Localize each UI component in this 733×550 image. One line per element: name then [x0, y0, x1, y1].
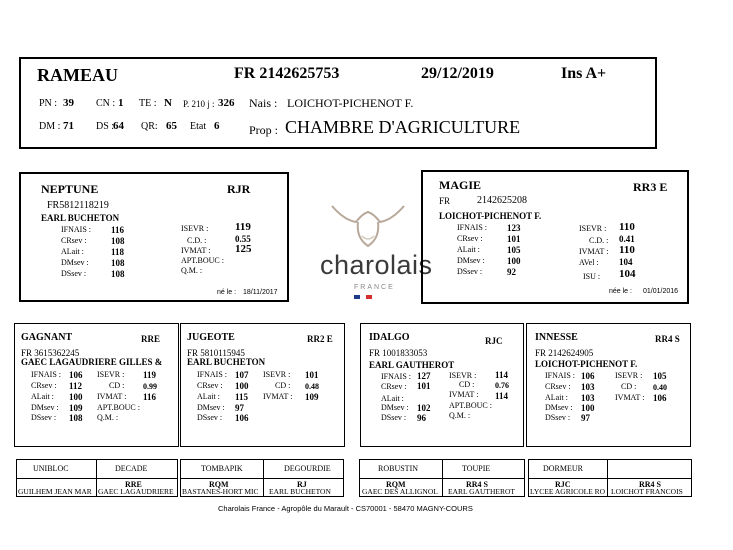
ggp-group [359, 459, 525, 497]
gp-stat-label: DMsev : [197, 403, 225, 412]
dam-stat-label: IVMAT : [579, 247, 609, 256]
dam-stat-value: 104 [619, 257, 633, 267]
ggp-code: RRE [125, 480, 142, 489]
gp-stat-label: DMsev : [545, 403, 573, 412]
gp-stat-value: 105 [653, 371, 667, 381]
gp-stat-label: CD : [621, 382, 637, 391]
dm-value: 71 [63, 120, 74, 132]
gp-stat-value: 119 [143, 370, 157, 380]
qr-value: 65 [166, 120, 177, 132]
gp-stat-value: 100 [235, 381, 249, 391]
gp-stat-value: 109 [305, 392, 319, 402]
etat-value: 6 [214, 120, 220, 132]
gp-stat-label: IFNAIS : [197, 370, 228, 379]
gp-stat-label: ISEVR : [615, 371, 643, 380]
dam-stat-value: 0.41 [619, 234, 635, 244]
logo-country: FRANCE [354, 284, 395, 291]
pn-label: PN : [39, 98, 58, 109]
dam-stat-value: 101 [507, 234, 521, 244]
dam-stat-value: 92 [507, 267, 516, 277]
gp-stat-value: 116 [143, 392, 157, 402]
animal-date: 29/12/2019 [421, 65, 494, 82]
dam-stat-label: IFNAIS : [457, 223, 488, 232]
sire-stat-value: 125 [235, 243, 252, 255]
gp-stat-label: ALait : [31, 392, 54, 401]
gp-stat-label: DSsev : [31, 413, 57, 422]
gp-stat-label: ISEVR : [449, 371, 477, 380]
ggp-breeder: EARL BUCHETON [269, 487, 331, 496]
gp-code: RRE [141, 334, 161, 344]
gp-stat-label: ALait : [545, 393, 568, 402]
dam-stat-label: DSsev : [457, 267, 483, 276]
gp-stat-label: CD : [459, 380, 475, 389]
sire-breeder: EARL BUCHETON [41, 213, 120, 223]
gp-stat-value: 0.99 [143, 382, 157, 391]
sire-stat-label: C.D. : [187, 236, 207, 245]
gp-breeder: EARL GAUTHEROT [369, 360, 455, 370]
gp-stat-label: IVMAT : [263, 392, 293, 401]
gp-stat-label: IVMAT : [615, 393, 645, 402]
sire-stat-value: 108 [111, 258, 125, 268]
grandparent-card [180, 323, 345, 447]
pn-value: 39 [63, 97, 74, 109]
charolais-logo [318, 200, 433, 302]
etat-label: Etat [190, 121, 207, 132]
bull-head-icon [318, 200, 418, 250]
gp-name: IDALGO [369, 332, 410, 343]
te-label: TE : [139, 98, 157, 109]
dam-stat-label: CRsev : [457, 234, 483, 243]
nais-label: Nais : [249, 96, 278, 110]
ggp-name: ROBUSTIN [378, 464, 419, 473]
gp-stat-label: APT.BOUC : [97, 403, 140, 412]
gp-name: JUGEOTE [187, 332, 235, 343]
dam-stat-label: ALait : [457, 245, 480, 254]
p210-value: 326 [218, 97, 235, 109]
ggp-breeder: GAEC LAGAUDRIERE [98, 487, 174, 496]
gp-stat-value: 114 [495, 370, 509, 380]
dam-stat-label: ISEVR : [579, 224, 607, 233]
logo-wordmark: charolais [320, 250, 433, 280]
cn-label: CN : [96, 98, 116, 109]
gp-stat-label: CRsev : [197, 381, 223, 390]
ds-label: DS : [96, 121, 115, 132]
dam-stat-value: 105 [507, 245, 521, 255]
gp-stat-value: 97 [235, 403, 244, 413]
ggp-name: TOUPIE [462, 464, 491, 473]
ggp-code: RJC [555, 480, 571, 489]
ggp-breeder: EARL GAUTHEROT [448, 487, 516, 496]
gp-stat-label: IFNAIS : [545, 371, 576, 380]
grandparent-card [526, 323, 691, 447]
ggp-name: TOMBAPIK [201, 464, 243, 473]
sire-card [19, 172, 289, 302]
dam-stat-value: 110 [619, 221, 635, 233]
flag-icon [354, 295, 372, 299]
ggp-breeder: GUILHEM JEAN MAR [18, 487, 92, 496]
ggp-code: RR4 S [639, 480, 662, 489]
animal-header [19, 57, 657, 149]
gp-stat-label: Q.M. : [97, 413, 119, 422]
ggp-group [528, 459, 692, 497]
dam-stat-value: 123 [507, 223, 521, 233]
nais-value: LOICHOT-PICHENOT F. [287, 96, 414, 110]
sire-stat-value: 118 [111, 247, 125, 257]
gp-code: RJC [485, 336, 503, 346]
gp-breeder: GAEC LAGAUDRIERE GILLES & [21, 357, 163, 367]
sire-stat-value: 0.55 [235, 234, 251, 244]
gp-id: FR 2142624905 [535, 348, 594, 358]
dam-name: MAGIE [439, 178, 481, 192]
gp-stat-label: DMsev : [31, 403, 59, 412]
prop-value: CHAMBRE D'AGRICULTURE [285, 117, 521, 137]
dam-stat-value: 110 [619, 244, 635, 256]
gp-stat-value: 0.76 [495, 381, 509, 390]
gp-stat-value: 107 [235, 370, 249, 380]
gp-breeder: EARL BUCHETON [187, 357, 266, 367]
gp-stat-value: 106 [653, 393, 667, 403]
animal-name: RAMEAU [37, 65, 118, 85]
ggp-group [180, 459, 344, 497]
gp-stat-label: ISEVR : [97, 370, 125, 379]
gp-stat-value: 108 [69, 413, 83, 423]
gp-stat-label: IFNAIS : [381, 372, 412, 381]
gp-stat-label: CRsev : [381, 382, 407, 391]
dam-stat-label: ISU : [583, 272, 601, 281]
sire-stat-value: 108 [111, 269, 125, 279]
footer-address: Charolais France - Agropôle du Marault - CS70001 - 58470 MAGNY-COURS [218, 504, 473, 513]
gp-name: INNESSE [535, 332, 578, 343]
sire-stat-label: Q.M. : [181, 266, 203, 275]
gp-id: FR 3615362245 [21, 348, 80, 358]
gp-stat-value: 0.48 [305, 382, 319, 391]
gp-stat-label: CRsev : [31, 381, 57, 390]
dam-stat-value: 100 [507, 256, 521, 266]
gp-stat-label: Q.M. : [449, 411, 471, 420]
dam-card [421, 170, 689, 304]
gp-name: GAGNANT [21, 332, 73, 343]
cn-value: 1 [118, 97, 124, 109]
gp-stat-label: CD : [109, 381, 125, 390]
sire-stat-value: 108 [111, 236, 125, 246]
gp-stat-label: IVMAT : [97, 392, 127, 401]
ggp-code: RQM [386, 480, 406, 489]
ggp-breeder: BASTANES-HORT MIC [182, 487, 259, 496]
gp-stat-value: 103 [581, 382, 595, 392]
te-value: N [164, 97, 172, 109]
animal-id: FR 2142625753 [234, 65, 340, 82]
ggp-code: RQM [209, 480, 229, 489]
ggp-breeder: LOICHOT FRANCOIS [611, 487, 683, 496]
sire-name: NEPTUNE [41, 182, 99, 196]
dam-code: RR3 E [633, 180, 668, 194]
gp-stat-value: 115 [235, 392, 249, 402]
ggp-code: RR4 S [466, 480, 489, 489]
gp-stat-label: DSsev : [545, 413, 571, 422]
dam-stat-label: DMsev : [457, 256, 485, 265]
dam-id-prefix: FR [439, 196, 451, 206]
ggp-breeder: LYCEE AGRICOLE RO [530, 487, 606, 496]
gp-stat-value: 102 [417, 403, 431, 413]
gp-stat-value: 101 [305, 370, 319, 380]
sire-stat-label: APT.BOUC : [181, 256, 224, 265]
animal-index: Ins A+ [561, 65, 607, 82]
gp-stat-label: DMsev : [381, 403, 409, 412]
gp-stat-value: 100 [581, 403, 595, 413]
gp-stat-value: 112 [69, 381, 83, 391]
gp-stat-label: IVMAT : [449, 390, 479, 399]
p210-label: P. 210 j : [183, 99, 215, 109]
grandparent-card [14, 323, 179, 447]
grandparent-card [360, 323, 524, 447]
qr-label: QR: [141, 121, 158, 132]
ggp-name: DEGOURDIE [284, 464, 331, 473]
gp-stat-label: ISEVR : [263, 370, 291, 379]
gp-stat-value: 103 [581, 393, 595, 403]
gp-stat-label: DSsev : [197, 413, 223, 422]
sire-stat-label: IVMAT : [181, 246, 211, 255]
gp-code: RR4 S [655, 334, 680, 344]
gp-code: RR2 E [307, 334, 333, 344]
ds-value: 64 [113, 120, 124, 132]
gp-id: FR 5810115945 [187, 348, 245, 358]
gp-id: FR 1001833053 [369, 348, 428, 358]
gp-stat-value: 106 [581, 371, 595, 381]
ggp-breeder: GAEC DES ALLIGNOL [362, 487, 438, 496]
sire-born-date: 18/11/2017 [243, 289, 278, 296]
prop-label: Prop : [249, 123, 279, 137]
gp-stat-value: 101 [417, 381, 431, 391]
dam-stat-value: 104 [619, 268, 636, 280]
sire-stat-label: DSsev : [61, 269, 87, 278]
sire-stat-label: IFNAIS : [61, 225, 92, 234]
gp-stat-label: DSsev : [381, 413, 407, 422]
gp-stat-label: ALait : [381, 394, 404, 403]
gp-stat-label: IFNAIS : [31, 370, 62, 379]
dam-stat-label: C.D. : [589, 236, 609, 245]
gp-stat-value: 0.40 [653, 383, 667, 392]
sire-stat-label: ISEVR : [181, 224, 209, 233]
ggp-code: RJ [297, 480, 307, 489]
dam-id: 2142625208 [477, 195, 527, 206]
gp-stat-value: 100 [69, 392, 83, 402]
sire-stat-label: DMsev : [61, 258, 89, 267]
sire-id: FR5812118219 [47, 200, 109, 211]
sire-born-label: né le : [217, 289, 237, 296]
gp-stat-value: 114 [495, 391, 509, 401]
dam-stat-label: AVel : [579, 258, 599, 267]
sire-code: RJR [227, 182, 251, 196]
dm-label: DM : [39, 121, 61, 132]
dam-born-label: née le : [609, 288, 632, 295]
gp-stat-value: 106 [235, 413, 249, 423]
gp-stat-label: ALait : [197, 392, 220, 401]
dam-breeder: LOICHOT-PICHENOT F. [439, 211, 542, 221]
gp-stat-value: 109 [69, 403, 83, 413]
ggp-name: DECADE [115, 464, 148, 473]
ggp-group [16, 459, 178, 497]
dam-born-date: 01/01/2016 [643, 288, 679, 295]
ggp-name: UNIBLOC [33, 464, 69, 473]
ggp-name: DORMEUR [543, 464, 584, 473]
sire-stat-value: 116 [111, 225, 125, 235]
sire-stat-label: ALait : [61, 247, 84, 256]
sire-stat-value: 119 [235, 221, 251, 233]
gp-breeder: LOICHOT-PICHENOT F. [535, 359, 638, 369]
sire-stat-label: CRsev : [61, 236, 87, 245]
gp-stat-value: 96 [417, 413, 426, 423]
gp-stat-value: 97 [581, 413, 590, 423]
gp-stat-value: 106 [69, 370, 83, 380]
gp-stat-label: CRsev : [545, 382, 571, 391]
gp-stat-value: 127 [417, 371, 431, 381]
gp-stat-label: APT.BOUC : [449, 401, 492, 410]
gp-stat-label: CD : [275, 381, 291, 390]
